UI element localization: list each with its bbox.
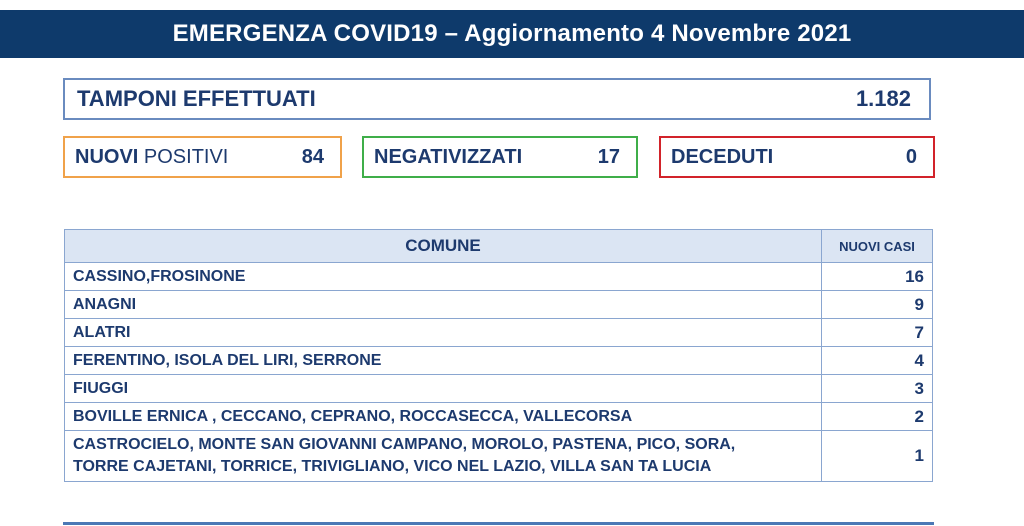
nuovi-positivi-label-bold: NUOVI [75,145,139,168]
deceduti-box [659,136,935,178]
comune-cell: ANAGNI [65,291,822,319]
table-row [65,319,933,347]
tamponi-box [63,78,931,120]
negativizzati-value: 17 [597,145,620,168]
table-header-row [65,230,933,263]
table-row [65,431,933,482]
deceduti-value: 0 [905,145,917,168]
comune-cell: ALATRI [65,319,822,347]
negativizzati-box [362,136,638,178]
nuovi-positivi-label-rest: POSITIVI [138,145,229,168]
comune-cell: CASSINO,FROSINONE [65,263,822,291]
deceduti-label: DECEDUTI [671,145,774,168]
comune-cell-line-2: TORRE CAJETANI, TORRICE, TRIVIGLIANO, VICO NEL LAZIO, VILLA SAN TA LUCIA [73,458,712,475]
nuovi-positivi-value: 84 [301,145,324,168]
header-nuovi-casi: NUOVI CASI [822,230,933,263]
casi-cell: 2 [822,403,933,431]
page-title: EMERGENZA COVID19 – Aggiornamento 4 Novembre 2021 [172,20,852,47]
comune-cell: BOVILLE ERNICA , CECCANO, CEPRANO, ROCCASECCA, VALLECORSA [65,403,822,431]
comuni-table [64,229,933,482]
negativizzati-label: NEGATIVIZZATI [374,145,523,168]
table-row [65,347,933,375]
tamponi-value: 1.182 [855,86,911,111]
table-row [65,375,933,403]
tamponi-label: TAMPONI EFFETTUATI [77,86,316,111]
nuovi-positivi-box [63,136,342,178]
header-comune: COMUNE [65,230,822,263]
table-row [65,263,933,291]
casi-cell: 7 [822,319,933,347]
page-title-banner [0,10,1024,58]
comune-cell [65,431,822,482]
casi-cell: 3 [822,375,933,403]
casi-cell: 4 [822,347,933,375]
nuovi-positivi-label [75,146,228,169]
bottom-divider [63,522,934,525]
comune-cell: FERENTINO, ISOLA DEL LIRI, SERRONE [65,347,822,375]
comune-cell-line-1: CASTROCIELO, MONTE SAN GIOVANNI CAMPANO, MOROLO, PASTENA, PICO, SORA, [73,436,736,453]
table-row [65,291,933,319]
table-row [65,403,933,431]
casi-cell: 1 [822,431,933,482]
casi-cell: 9 [822,291,933,319]
comune-cell: FIUGGI [65,375,822,403]
casi-cell: 16 [822,263,933,291]
